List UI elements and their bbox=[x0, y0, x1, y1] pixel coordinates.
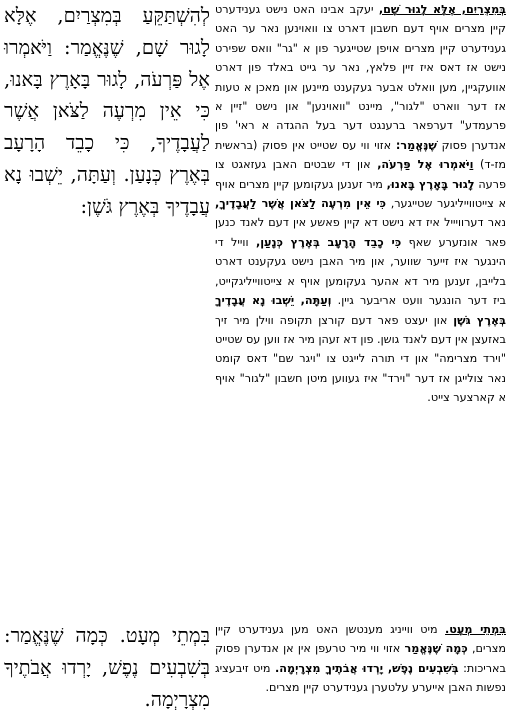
commentary-text: אזוי ווי מיר טרעפן אין אן אנדערן פסוק באריכות: bbox=[215, 642, 507, 675]
commentary-text: און די שבטים האבן געזאגט צו פרעה bbox=[215, 158, 506, 191]
commentary-text: און יעצט פאר דעם קורצן תקופה ווילן מיר זיך באזעצן אין דעם לאנד גושן. פון דא זעהן מיר אז ווען עס שטייט "וירד מצרימה" און די תורה לייגט צו "ויגר שם" דאס קומט נאר צולייגן אז דער "וירד" איז געווען מיטן חשבון "לגור" אויף א קארצער צייט. bbox=[215, 313, 506, 405]
commentary-text: מיט זיבעציג נפשות האבן אייערע עלטערן גענידערט קיין מצרים. bbox=[215, 661, 506, 695]
quote-bold: בְּשִׁבְעִים נֶפֶשׁ, יָרְדוּ אֲבֹתֶיךָ מִצְרָיְמָה. bbox=[275, 661, 459, 675]
haggadah-section-1: לְהִשְׁתַּקֵּעַ בְּמִצְרַיִם, אֶלָּא לָגוּר שָׁם, שֶׁנֶּאֱמַר: וַיֹּאמְרוּ אֶל פַּרְעֹה, לָגוּר בָּאָרֶץ בָּאנוּ, כִּי אֵין מִרְעֶה לַצֹּאן אֲשֶׁר לַעֲבָדֶיךָ, כִּי כָבֵד הָרָעָב בְּאֶרֶץ כְּנָעַן. וְעַתָּה, יֵשְׁבוּ נָא עֲבָדֶיךָ בְּאֶרֶץ גֹּשֶׁן: bbox=[4, 4, 210, 218]
commentary-text: מיר זענען געקומען קיין מצרים אויף א צייטווייליגער שטייגער, bbox=[215, 177, 506, 211]
quote-bold: כִּי כָבֵד הָרָעָב בְּאֶרֶץ כְּנָעַן, bbox=[255, 235, 402, 249]
quote-bold: כְּמָה שֶׁנֶּאֱמַר bbox=[404, 642, 468, 656]
commentary-paragraph-2 bbox=[215, 620, 506, 698]
haggadah-section-2: בִּמְתֵי מְעָט. כְּמָה שֶׁנֶּאֱמַר: בְּשִׁבְעִים נֶפֶשׁ, יָרְדוּ אֲבֹתֶיךָ מִצְרָיְמָה. bbox=[4, 624, 210, 711]
commentary-text: מיט ווייניג מענטשן האט מען גענידערט קיין מצרים, bbox=[215, 623, 507, 656]
quote-bold: וַיֹּאמְרוּ אֶל פַּרְעֹה, bbox=[377, 158, 474, 172]
commentary-paragraph-1 bbox=[215, 0, 506, 408]
commentary-text: ווייל די הינגער איז זייער שווער, און מיר האבן נישט געקענט דארט בלייבן, זענען מיר דא אהער געקומען אויף א צייטווייליגקייט, ביז דער הונגער וועט אריבער גיין. bbox=[215, 235, 506, 308]
commentary-text: אזוי ווי עס שטייט אין פסוק (בראשית מז-ד) bbox=[215, 138, 507, 172]
quote-bold: כִּי אֵין מִרְעֶה לַצֹּאן אֲשֶׁר לַעֲבָדֶיךָ, bbox=[215, 197, 386, 211]
quote-bold: שֶׁנֶּאֱמַר: bbox=[395, 138, 437, 152]
commentary-text: יעקב אבינו האט נישט גענידערט קיין מצרים אויף דעם חשבון דארט צו וואוינען נאר ער האט גענידערט קיין מצרים אויפן שטייגער פון א "גר" וואס שפירט נישט אז דאס איז זיין פלאץ, נאר ער גייט באלד פון דארט אוועקגיין, מען וואלט אבער געקענט מיינען און מאכן א טעות אז דער ווארט "לגור", מיינט "וואוינען" און נישט "זיין א פרעמדע" דערפאר ברענגט דער בעל ההגדה א ראי' פון אנדערן פסוק bbox=[215, 3, 506, 152]
lead-quote: בִּמְתֵי מְעָט. bbox=[445, 623, 506, 636]
lead-quote: בְּמִצְרַיִם, אֶלָּא לָגוּר שָׁם, bbox=[378, 3, 507, 16]
quote-bold: לָגוּר בָּאָרֶץ בָּאנוּ, bbox=[386, 177, 475, 191]
quote-bold: וְעַתָּה, יֵשְׁבוּ נָא עֲבָדֶיךָ בְּאֶרֶץ גֹּשֶׁן bbox=[215, 294, 506, 327]
commentary-text: נאר דערוויייל איז דא נישט דא קיין פאשע אין דעם לאנד כנען פאר אונזערע שאף bbox=[215, 216, 507, 249]
commentary-column bbox=[215, 0, 507, 695]
